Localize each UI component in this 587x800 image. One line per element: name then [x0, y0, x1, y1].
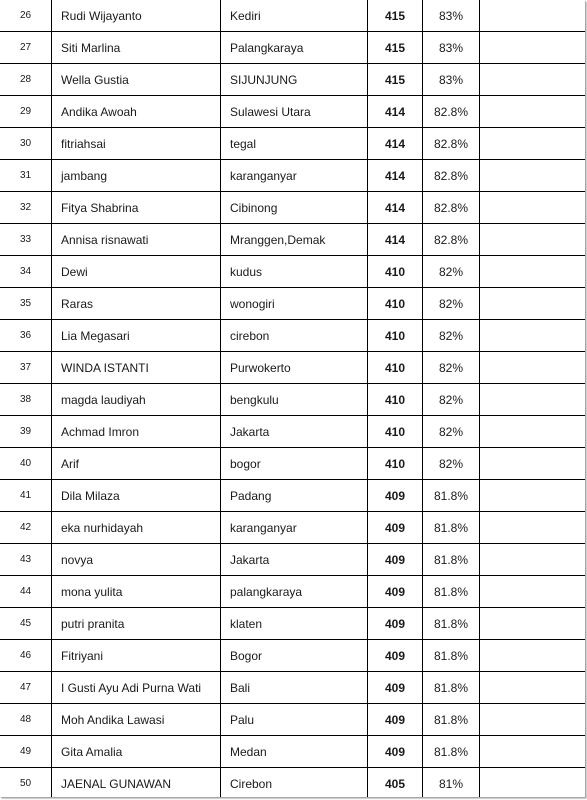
empty-cell [480, 448, 586, 480]
percentage-cell: 81.8% [423, 608, 480, 640]
table-row [0, 32, 585, 64]
score-cell: 409 [368, 672, 423, 704]
name-cell: Siti Marlina [52, 32, 221, 64]
rank-cell: 45 [0, 608, 52, 640]
city-cell: Medan [221, 736, 368, 768]
score-cell: 409 [368, 576, 423, 608]
score-cell: 409 [368, 544, 423, 576]
score-cell: 409 [368, 608, 423, 640]
percentage-cell: 82% [423, 320, 480, 352]
score-cell: 414 [368, 192, 423, 224]
empty-cell [480, 480, 586, 512]
percentage-cell: 82% [423, 448, 480, 480]
table-row [0, 352, 585, 384]
name-cell: Fitriyani [52, 640, 221, 672]
city-cell: SIJUNJUNG [221, 64, 368, 96]
score-cell: 414 [368, 224, 423, 256]
score-cell: 410 [368, 320, 423, 352]
table-row [0, 768, 585, 798]
percentage-cell: 83% [423, 32, 480, 64]
name-cell: I Gusti Ayu Adi Purna Wati [52, 672, 221, 704]
name-cell: JAENAL GUNAWAN [52, 768, 221, 798]
percentage-cell: 82% [423, 384, 480, 416]
city-cell: karanganyar [221, 512, 368, 544]
empty-cell [480, 320, 586, 352]
percentage-cell: 82.8% [423, 192, 480, 224]
percentage-cell: 81.8% [423, 512, 480, 544]
city-cell: karanganyar [221, 160, 368, 192]
rank-cell: 39 [0, 416, 52, 448]
name-cell: putri pranita [52, 608, 221, 640]
city-cell: Palu [221, 704, 368, 736]
percentage-cell: 82.8% [423, 224, 480, 256]
name-cell: mona yulita [52, 576, 221, 608]
city-cell: Palangkaraya [221, 32, 368, 64]
empty-cell [480, 608, 586, 640]
name-cell: Achmad Imron [52, 416, 221, 448]
name-cell: Wella Gustia [52, 64, 221, 96]
score-cell: 405 [368, 768, 423, 798]
rank-cell: 28 [0, 64, 52, 96]
score-cell: 410 [368, 384, 423, 416]
empty-cell [480, 512, 586, 544]
name-cell: Dewi [52, 256, 221, 288]
percentage-cell: 83% [423, 64, 480, 96]
empty-cell [480, 544, 586, 576]
city-cell: Kediri [221, 0, 368, 32]
table-row [0, 192, 585, 224]
score-cell: 409 [368, 640, 423, 672]
score-cell: 409 [368, 736, 423, 768]
score-cell: 415 [368, 0, 423, 32]
percentage-cell: 81.8% [423, 672, 480, 704]
percentage-cell: 82.8% [423, 96, 480, 128]
rank-cell: 29 [0, 96, 52, 128]
rank-cell: 37 [0, 352, 52, 384]
city-cell: Sulawesi Utara [221, 96, 368, 128]
percentage-cell: 81.8% [423, 704, 480, 736]
empty-cell [480, 96, 586, 128]
score-cell: 410 [368, 352, 423, 384]
table-row [0, 128, 585, 160]
empty-cell [480, 768, 586, 798]
name-cell: eka nurhidayah [52, 512, 221, 544]
name-cell: Fitya Shabrina [52, 192, 221, 224]
table-row [0, 640, 585, 672]
table-row [0, 96, 585, 128]
score-cell: 415 [368, 64, 423, 96]
empty-cell [480, 256, 586, 288]
city-cell: klaten [221, 608, 368, 640]
table-row [0, 224, 585, 256]
table-row [0, 320, 585, 352]
score-cell: 410 [368, 448, 423, 480]
percentage-cell: 82.8% [423, 160, 480, 192]
city-cell: palangkaraya [221, 576, 368, 608]
city-cell: bogor [221, 448, 368, 480]
rank-cell: 34 [0, 256, 52, 288]
name-cell: jambang [52, 160, 221, 192]
percentage-cell: 82% [423, 256, 480, 288]
table-row [0, 288, 585, 320]
score-cell: 415 [368, 32, 423, 64]
rank-cell: 26 [0, 0, 52, 32]
percentage-cell: 82.8% [423, 128, 480, 160]
percentage-cell: 81.8% [423, 544, 480, 576]
rank-cell: 41 [0, 480, 52, 512]
city-cell: Bali [221, 672, 368, 704]
rank-cell: 50 [0, 768, 52, 798]
city-cell: Jakarta [221, 544, 368, 576]
rank-cell: 32 [0, 192, 52, 224]
score-cell: 410 [368, 288, 423, 320]
name-cell: Gita Amalia [52, 736, 221, 768]
table-row [0, 256, 585, 288]
empty-cell [480, 0, 586, 32]
city-cell: Bogor [221, 640, 368, 672]
empty-cell [480, 288, 586, 320]
city-cell: bengkulu [221, 384, 368, 416]
rank-cell: 43 [0, 544, 52, 576]
table-row [0, 448, 585, 480]
rank-cell: 47 [0, 672, 52, 704]
city-cell: kudus [221, 256, 368, 288]
percentage-cell: 81.8% [423, 576, 480, 608]
table-row [0, 672, 585, 704]
city-cell: Cibinong [221, 192, 368, 224]
rank-cell: 31 [0, 160, 52, 192]
empty-cell [480, 736, 586, 768]
empty-cell [480, 384, 586, 416]
name-cell: Dila Milaza [52, 480, 221, 512]
percentage-cell: 82% [423, 288, 480, 320]
name-cell: Moh Andika Lawasi [52, 704, 221, 736]
city-cell: cirebon [221, 320, 368, 352]
percentage-cell: 81.8% [423, 480, 480, 512]
empty-cell [480, 704, 586, 736]
score-cell: 409 [368, 704, 423, 736]
empty-cell [480, 128, 586, 160]
rank-cell: 38 [0, 384, 52, 416]
city-cell: tegal [221, 128, 368, 160]
name-cell: Annisa risnawati [52, 224, 221, 256]
name-cell: Rudi Wijayanto [52, 0, 221, 32]
name-cell: magda laudiyah [52, 384, 221, 416]
rank-cell: 35 [0, 288, 52, 320]
city-cell: Mranggen,Demak [221, 224, 368, 256]
rank-cell: 46 [0, 640, 52, 672]
table-row [0, 0, 585, 32]
score-cell: 414 [368, 128, 423, 160]
empty-cell [480, 672, 586, 704]
percentage-cell: 81.8% [423, 640, 480, 672]
percentage-cell: 82% [423, 416, 480, 448]
name-cell: novya [52, 544, 221, 576]
rank-cell: 49 [0, 736, 52, 768]
percentage-cell: 81% [423, 768, 480, 798]
score-cell: 410 [368, 256, 423, 288]
score-cell: 409 [368, 512, 423, 544]
name-cell: WINDA ISTANTI [52, 352, 221, 384]
city-cell: Jakarta [221, 416, 368, 448]
empty-cell [480, 576, 586, 608]
percentage-cell: 83% [423, 0, 480, 32]
empty-cell [480, 640, 586, 672]
table-row [0, 736, 585, 768]
table-row [0, 160, 585, 192]
rank-cell: 33 [0, 224, 52, 256]
table-row [0, 544, 585, 576]
rank-cell: 40 [0, 448, 52, 480]
percentage-cell: 81.8% [423, 736, 480, 768]
table-row [0, 512, 585, 544]
table-row [0, 704, 585, 736]
score-cell: 410 [368, 416, 423, 448]
percentage-cell: 82% [423, 352, 480, 384]
city-cell: Cirebon [221, 768, 368, 798]
rank-cell: 30 [0, 128, 52, 160]
table-row [0, 480, 585, 512]
score-cell: 414 [368, 96, 423, 128]
score-cell: 409 [368, 480, 423, 512]
city-cell: wonogiri [221, 288, 368, 320]
empty-cell [480, 352, 586, 384]
city-cell: Purwokerto [221, 352, 368, 384]
empty-cell [480, 32, 586, 64]
empty-cell [480, 160, 586, 192]
rank-cell: 44 [0, 576, 52, 608]
rank-cell: 27 [0, 32, 52, 64]
city-cell: Padang [221, 480, 368, 512]
rank-cell: 42 [0, 512, 52, 544]
score-cell: 414 [368, 160, 423, 192]
name-cell: Arif [52, 448, 221, 480]
empty-cell [480, 224, 586, 256]
table-row [0, 608, 585, 640]
rank-cell: 36 [0, 320, 52, 352]
name-cell: fitriahsai [52, 128, 221, 160]
empty-cell [480, 64, 586, 96]
rank-cell: 48 [0, 704, 52, 736]
table-row [0, 416, 585, 448]
table-row [0, 64, 585, 96]
table-row [0, 576, 585, 608]
name-cell: Raras [52, 288, 221, 320]
table-row [0, 384, 585, 416]
empty-cell [480, 192, 586, 224]
empty-cell [480, 416, 586, 448]
name-cell: Andika Awoah [52, 96, 221, 128]
name-cell: Lia Megasari [52, 320, 221, 352]
